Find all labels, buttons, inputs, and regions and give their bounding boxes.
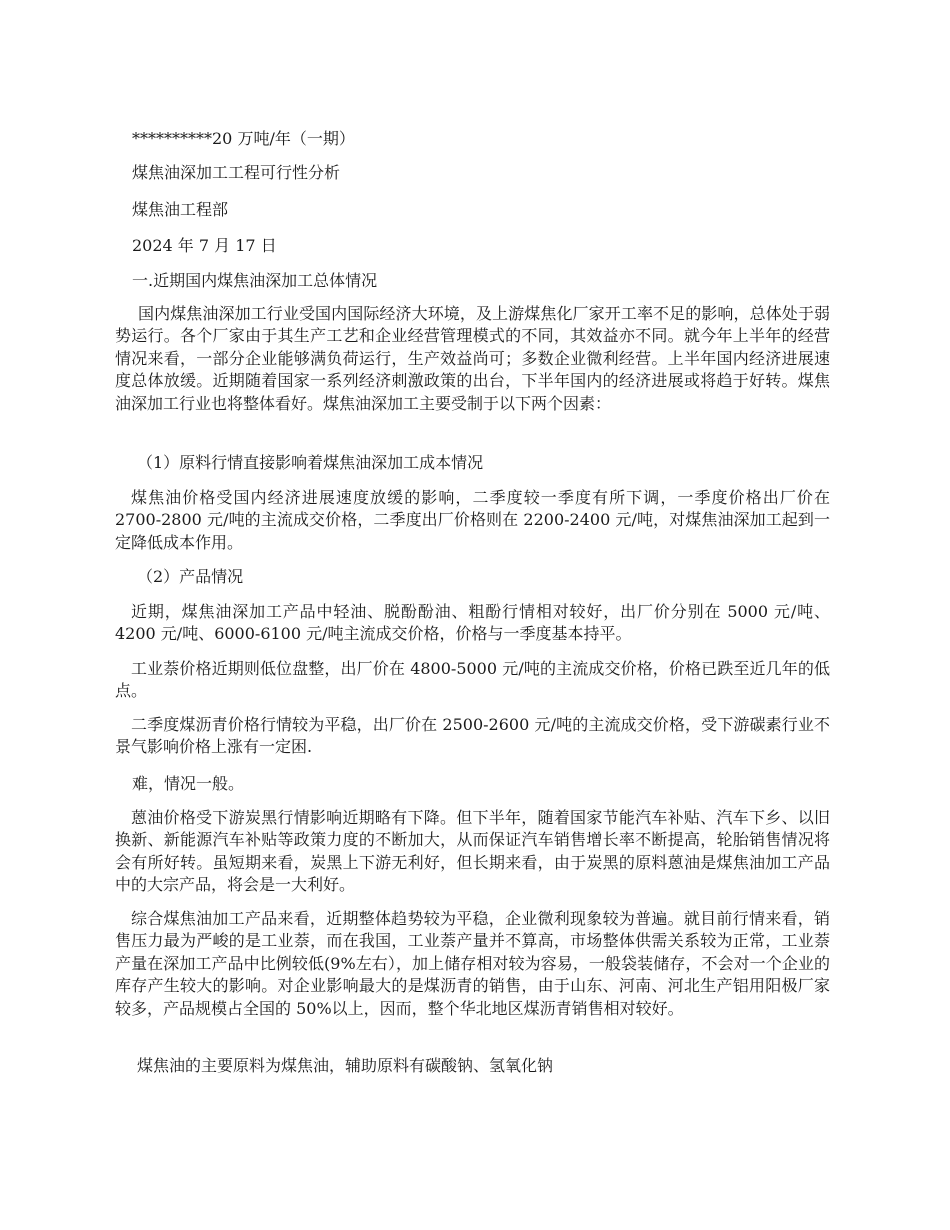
section-heading: 一.近期国内煤焦油深加工总体情况 <box>132 271 378 290</box>
naphthalene-paragraph: 工业萘价格近期则低位盘整，出厂价在 4800-5000 元/吨的主流成交价格，价格已跌至近几年的低点。 <box>115 659 830 701</box>
pitch-paragraph-continued: 难，情况一般。 <box>132 774 245 793</box>
summary-paragraph: 综合煤焦油加工产品来看，近期整体趋势较为平稳，企业微利现象较为普遍。就目前行情来看，销售压力最为严峻的是工业萘，而在我国，工业萘产量并不算高，市场整体供需关系较为正常，工业萘产量在深加工产品中比例较低(9%左右），加上储存相对较为容易，一般袋装储存，不会对一个企业的库存产生较大的影响。对企业影响最大的是煤沥青的销售，由于山东、河南、河北生产铝用阳极厂家较多，产品规模占全国的 50%以上，因而，整个华北地区煤沥青销售相对较好。 <box>115 909 830 1018</box>
raw-material-paragraph: 煤焦油价格受国内经济进展速度放缓的影响，二季度较一季度有所下调，一季度价格出厂价在 2700-2800 元/吨的主流成交价格，二季度出厂价格则在 2200-2400 元/吨，对煤焦油深加工起到一定降低成本作用。 <box>115 488 830 552</box>
pitch-paragraph: 二季度煤沥青价格行情较为平稳，出厂价在 2500-2600 元/吨的主流成交价格，受下游碳素行业不景气影响价格上涨有一定困. <box>115 715 830 757</box>
products-paragraph: 近期，煤焦油深加工产品中轻油、脱酚酚油、粗酚行情相对较好，出厂价分别在 5000 元/吨、4200 元/吨、6000-6100 元/吨主流成交价格，价格与一季度基本持平。 <box>115 602 830 644</box>
intro-paragraph: 国内煤焦油深加工行业受国内国际经济大环境，及上游煤焦化厂家开工率不足的影响，总体处于弱势运行。各个厂家由于其生产工艺和企业经营管理模式的不同，其效益亦不同。就今年上半年的经营情况来看，一部分企业能够满负荷运行，生产效益尚可；多数企业微利经营。上半年国内经济进展速度总体放缓。近期随着国家一系列经济刺激政策的出台，下半年国内的经济进展或将趋于好转。煤焦油深加工行业也将整体看好。煤焦油深加工主要受制于以下两个因素： <box>115 304 830 413</box>
subsection-heading-products: （2）产品情况 <box>137 567 244 586</box>
anthracene-oil-paragraph: 蒽油价格受下游炭黑行情影响近期略有下降。但下半年，随着国家节能汽车补贴、汽车下乡、以旧换新、新能源汽车补贴等政策力度的不断加大，从而保证汽车销售增长率不断提高，轮胎销售情况将会有所好转。虽短期来看，炭黑上下游无利好，但长期来看，由于炭黑的原料蒽油是煤焦油加工产品中的大宗产品，将会是一大利好。 <box>115 808 830 895</box>
document-date: 2024 年 7 月 17 日 <box>132 236 277 255</box>
subsection-heading-raw-material: （1）原料行情直接影响着煤焦油深加工成本情况 <box>137 453 484 472</box>
document-title-line: **********20 万吨/年（一期） <box>132 129 355 148</box>
document-subtitle: 煤焦油深加工工程可行性分析 <box>132 163 341 182</box>
department-name: 煤焦油工程部 <box>132 200 229 219</box>
materials-paragraph: 煤焦油的主要原料为煤焦油，辅助原料有碳酸钠、氢氧化钠 <box>137 1056 554 1075</box>
